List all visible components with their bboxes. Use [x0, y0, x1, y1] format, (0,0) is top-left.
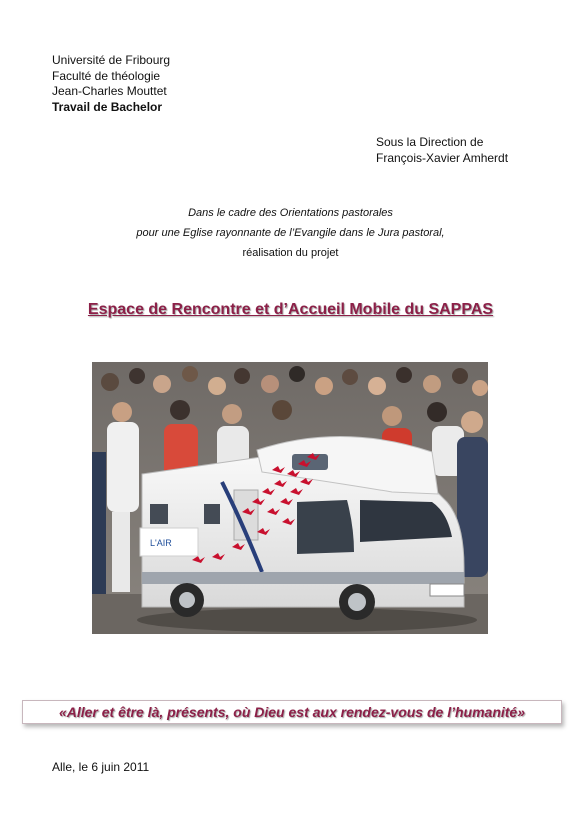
supervisor-block: [376, 134, 508, 166]
context-block: [0, 203, 581, 263]
motto-quote: «Aller et être là, présents, où Dieu est aux rendez-vous de l’humanité»: [58, 704, 526, 720]
context-line-3: réalisation du projet: [242, 247, 339, 259]
author-name: Jean-Charles Mouttet: [52, 84, 167, 98]
university-name: Université de Fribourg: [52, 53, 171, 67]
place-and-date: Alle, le 6 juin 2011: [52, 760, 150, 774]
van-logo-text: L'AIR: [150, 538, 172, 548]
cover-photo: [92, 362, 488, 634]
supervisor-name: François-Xavier Amherdt: [376, 151, 509, 165]
motto-frame: [22, 700, 562, 724]
work-type: Travail de Bachelor: [52, 99, 163, 114]
context-line-1: Dans le cadre des Orientations pastorales: [188, 207, 393, 219]
author-block: [52, 53, 170, 115]
document-title: Espace de Rencontre et d’Accueil Mobile du SAPPAS: [87, 301, 494, 318]
crowd-and-camper-illustration: [92, 362, 488, 634]
direction-label: Sous la Direction de: [376, 135, 484, 149]
context-line-2: pour une Eglise rayonnante de l’Evangile dans le Jura pastoral,: [136, 227, 445, 239]
faculty-name: Faculté de théologie: [52, 68, 161, 83]
